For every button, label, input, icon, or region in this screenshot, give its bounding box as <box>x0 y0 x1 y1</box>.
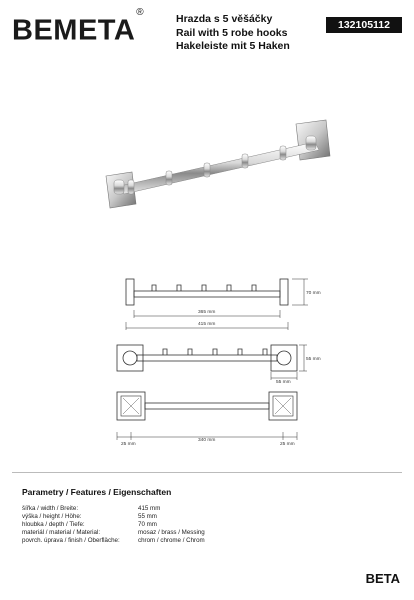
param-label: hloubka / depth / Tiefe: <box>22 521 85 528</box>
param-value: 415 mm <box>138 505 161 512</box>
top-view <box>117 345 307 380</box>
param-label: povrch. úprava / finish / Oberfläche: <box>22 537 120 544</box>
hole-span-dimension: 340 mm <box>198 438 216 443</box>
top-left-plate <box>117 345 143 371</box>
series-name: BETA <box>365 571 400 586</box>
left-offset-dimension: 25 mm <box>121 442 136 447</box>
title-czech: Hrazda s 5 věšáčky <box>176 13 273 25</box>
plate-dimension: 55 mm <box>276 380 291 385</box>
top-right-plate <box>271 345 297 371</box>
right-offset-dimension: 25 mm <box>280 442 295 447</box>
rear-rail <box>145 403 269 409</box>
param-label: šířka / width / Breite: <box>22 505 79 512</box>
side-view <box>126 279 308 330</box>
side-left-plate <box>126 279 134 305</box>
top-rail <box>137 355 277 361</box>
total-width-dimension: 415 mm <box>198 322 216 327</box>
section-divider <box>12 472 402 473</box>
param-value: 55 mm <box>138 513 157 520</box>
top-hooks <box>163 349 267 355</box>
title-english: Rail with 5 robe hooks <box>176 26 288 39</box>
param-value: mosaz / brass / Messing <box>138 529 205 536</box>
param-label: výška / height / Höhe: <box>22 513 82 520</box>
height-dimension: 70 mm <box>306 291 321 296</box>
side-right-plate <box>280 279 288 305</box>
registered-mark: ® <box>136 7 145 18</box>
parameters-title: Parametry / Features / Eigenschaften <box>22 487 172 497</box>
param-label: materiál / material / Material: <box>22 529 101 536</box>
rear-view <box>117 392 297 440</box>
side-hooks <box>152 285 256 291</box>
top-left-cap <box>123 351 137 365</box>
depth-dimension: 55 mm <box>306 357 321 362</box>
top-right-cap <box>277 351 291 365</box>
logo-text: BEMETA <box>12 14 136 47</box>
side-rail <box>134 291 280 297</box>
param-value: 70 mm <box>138 521 157 528</box>
product-code-badge: 132105112 <box>326 17 402 33</box>
title-german: Hakeleiste mit 5 Haken <box>176 40 290 52</box>
inner-width-dimension: 365 mm <box>198 310 216 315</box>
param-value: chrom / chrome / Chrom <box>138 537 205 544</box>
